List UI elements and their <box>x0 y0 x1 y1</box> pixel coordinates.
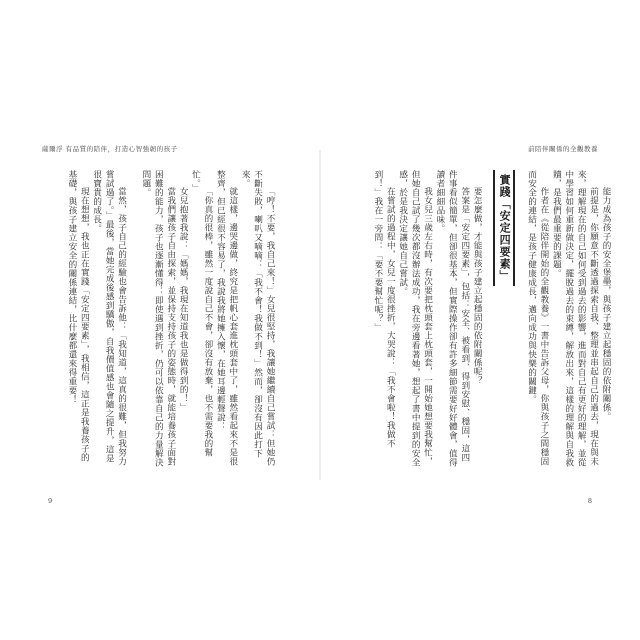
paragraph: 當我們讓孩子自由探索，並保持支持孩子的姿態時，就能培養孩子面對困難的能力，孩子也逐漸懂得：即使遇到挫折，仍可以依靠自己的力量解決問題。 <box>140 170 176 467</box>
right-page <box>320 0 640 640</box>
paragraph: 「哼！不要，我自己來！」女兒很堅持，我讓她繼續自己嘗試：但她仍不斷失敗，喇叭又嘀嘀：「我不會！我做不到！」然而，卻沒有因此打下來。 <box>240 170 275 467</box>
left-body-text <box>44 170 276 470</box>
paragraph: 前提是，你願意不斷透過探索自我、整理並串起自己的過去，現在與未來，理解現在的自己如何受到過去的影響，進而對自己有更好的理解，並從中學習如何重新做決定，擺脫過去的束縛，解放出來，這樣的理解與自我救贖，是我們最重要的課題。 <box>551 170 599 467</box>
paragraph: 「你真的很棒，雖然一度說自己不會，卻沒有放棄，也不需要我的幫忙。」 <box>190 170 213 458</box>
paragraph: 答案是「安定四要素」，包括：安全、被看到、得到安慰、穩固，這四件事看似簡單，但卻很基本，但實際操作卻有許多細節需要好好體會，值得讀者細細品味。 <box>434 170 470 467</box>
paragraph: 能力成為孩子的安全堡壘，與孩子建立起穩固的依附關係。 <box>601 187 611 422</box>
paragraph: 現在想想，我也正在實踐「安定四要素」，我相信，這正是我養孩子的基礎，與孩子建立安全的關係連結，比什麼都還來得重要！ <box>66 170 90 462</box>
page-number-right: 8 <box>587 497 592 505</box>
section-heading: 實踐「安定四要素」 <box>493 170 515 286</box>
paragraph: 我女兒三歲左右時，有次要把枕頭套上枕頭套，一開始她想要我幫忙，但她自己試了幾次都沒辦法成功，我在旁邊看著她，想起了書中提到的安全感，於是我決定讓她自己嘗試。 <box>397 170 433 467</box>
paragraph: 當然，孩子自己的經驗也會告訴他：「我知道，這真的很難，但我努力嘗試過了。」最後，當她完成後感到驕傲，自我價值感也會隨之提升，這是很寶貴的成長。 <box>91 170 127 467</box>
paragraph: 作者在《從陪伴開始的全觀教養》一書中告訴父母，你與孩子之間穩固而安全的連結，是孩子健康成長，邁向成功與快樂的關鍵。 <box>526 170 549 467</box>
page-number-left: 9 <box>48 497 53 505</box>
running-head-left: 薩爾浮 有品質的陪伴，打造心智強韌的孩子 <box>42 145 178 153</box>
paragraph: 就這樣，邊哭邊做，終究是把帆心套進枕頭套中了，雖然看起來不是很整齊，但已經很不容易了，我說我將她擁入懷，在她耳邊輕聲說： <box>215 170 238 467</box>
paragraph: 女兒抱著我說：「媽媽，我現在知道我也是做得到的！」 <box>178 187 189 413</box>
paragraph: 要怎麼做，才能與孩子建立起穩固的依附關係呢？ <box>472 187 483 386</box>
paragraph: 在嘗試的過程中，女兒一度很挫折，大哭說：「我不會啦！我做不到！」我在一旁問：「要不要幫忙呢？」 <box>372 170 396 449</box>
right-body-text <box>348 170 612 470</box>
running-head-right: 前陪伴關係的全觀教養 <box>528 145 598 153</box>
